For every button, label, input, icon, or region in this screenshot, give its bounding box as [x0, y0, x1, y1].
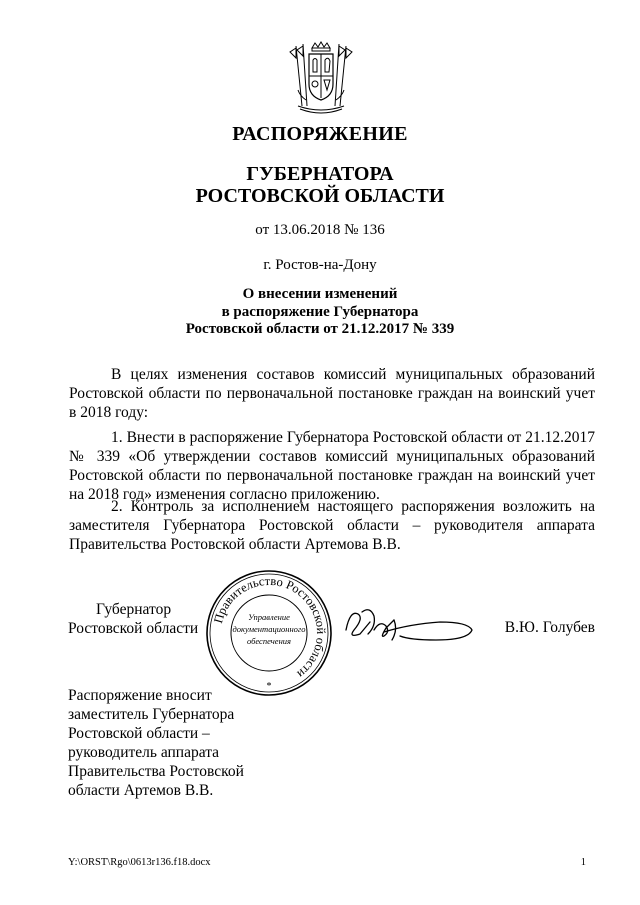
signatory-name: В.Ю. Голубев — [504, 619, 595, 636]
note-line-4: руководитель аппарата — [68, 744, 220, 761]
document-heading: РАСПОРЯЖЕНИЕ — [232, 123, 408, 145]
subject-line-1: О внесении изменений — [242, 286, 398, 302]
authority-line-1: ГУБЕРНАТОРА — [246, 163, 394, 185]
seal-center-line-1: Управление — [248, 612, 290, 622]
page-number: 1 — [580, 857, 586, 868]
seal-center-line-2: документационного — [232, 624, 306, 634]
official-seal-stamp — [203, 567, 335, 699]
note-line-1: Распоряжение вносит — [68, 687, 212, 704]
note-line-6: области Артемов В.В. — [68, 782, 214, 799]
intro-paragraph: В целях изменения составов комиссий муниципальных образований Ростовской области по первоначальной постановке граждан на воинский учет в 2018 году: — [69, 366, 595, 421]
signatory-title — [68, 600, 198, 638]
item-2-paragraph: 2. Контроль за исполнением настоящего распоряжения возложить на заместителя Губернатора Ростовской области – руководителя аппарата Правительства Ростовской области Артемова В.В. — [69, 498, 595, 553]
signatory-title-line-2: Ростовской области — [68, 620, 199, 637]
issuing-authority — [0, 163, 640, 207]
subject-line-3: Ростовской области от 21.12.2017 № 339 — [185, 321, 455, 337]
note-line-2: заместитель Губернатора — [68, 706, 235, 723]
document-city: г. Ростов-на-Дону — [263, 257, 377, 273]
seal-ring-text: Правительство Ростовской области — [211, 573, 329, 682]
seal-star: * — [266, 681, 272, 692]
seal-center-line-3: обеспечения — [246, 636, 292, 646]
note-line-5: Правительства Ростовской — [68, 763, 244, 780]
submitter-note — [68, 686, 288, 800]
item-1-paragraph: 1. Внести в распоряжение Губернатора Ростовской области от 21.12.2017 № 339 «Об утверждении составов комиссий муниципальных образований Ростовской области по первоначальной постановке граждан на воинский учет на 2018 год» изменения согласно приложению. — [69, 429, 595, 503]
note-line-3: Ростовской области – — [68, 725, 210, 742]
subject-line-2: в распоряжение Губернатора — [221, 303, 419, 320]
coat-of-arms-icon — [288, 40, 354, 114]
handwritten-signature — [340, 600, 480, 648]
document-subject — [0, 286, 640, 339]
document-date-number: от 13.06.2018 № 136 — [255, 222, 385, 238]
authority-line-2: РОСТОВСКОЙ ОБЛАСТИ — [195, 185, 445, 207]
footer-file-path: Y:\ORST\Rgo\0613r136.f18.docx — [68, 857, 211, 868]
signatory-title-line-1: Губернатор — [96, 601, 172, 618]
